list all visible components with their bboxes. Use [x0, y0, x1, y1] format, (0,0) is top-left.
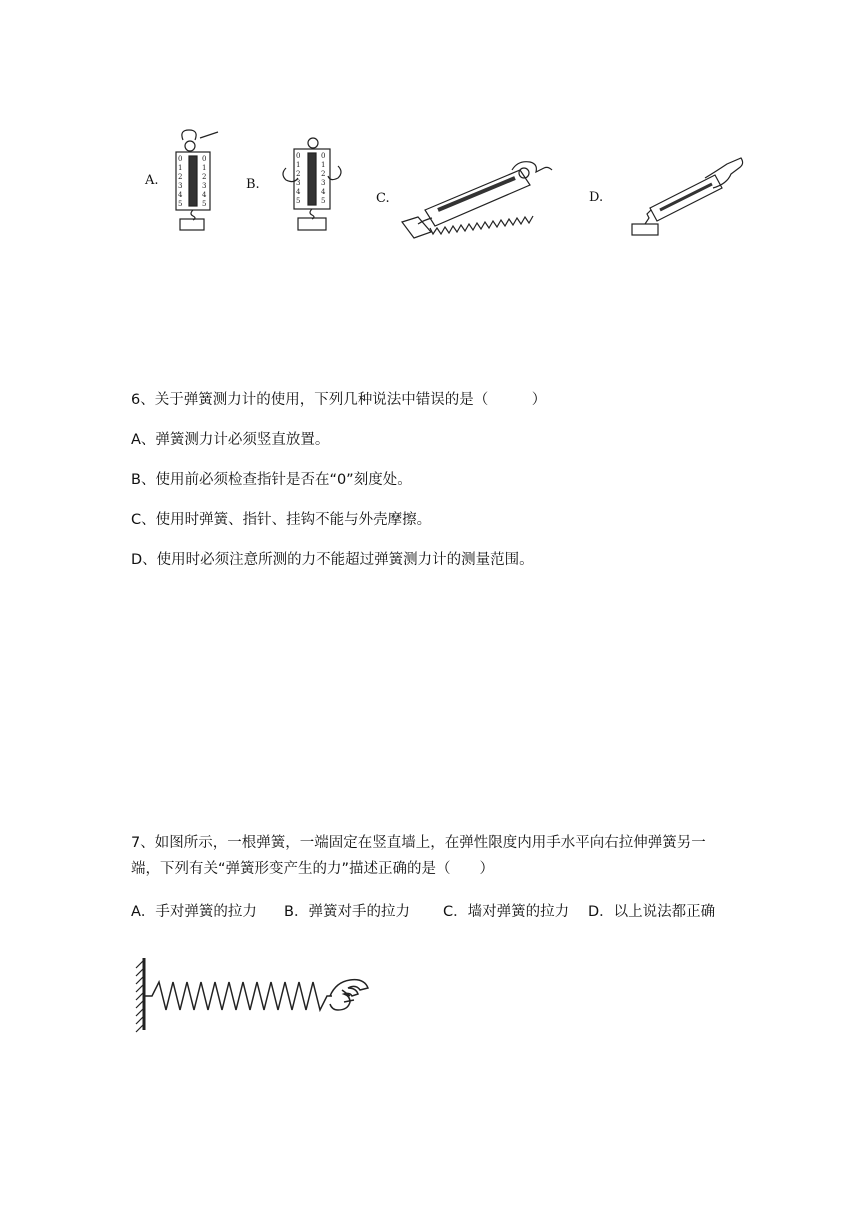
scale-a-num-r0: 0	[202, 155, 207, 163]
question-7-option-b: B．弹簧对手的拉力	[284, 904, 410, 920]
spring-scale-figures-svg	[0, 0, 860, 300]
scale-b-num-1: 1	[296, 161, 301, 169]
scale-b-num-5: 5	[296, 197, 301, 205]
scale-b-num-2: 2	[296, 170, 301, 178]
scale-c-teeth	[430, 216, 533, 234]
scale-a-num-5: 5	[178, 200, 183, 208]
question-7-options	[131, 900, 771, 920]
figure-label-c: C.	[376, 191, 390, 206]
question-7-option-d: D．以上说法都正确	[588, 904, 716, 920]
question-7-stem-line-2: 端，下列有关“弹簧形变产生的力”描述正确的是（ ）	[131, 861, 495, 877]
scale-b-ring	[308, 138, 318, 148]
question-6-stem: 6、关于弹簧测力计的使用，下列几种说法中错误的是（ ）	[131, 392, 547, 408]
scale-b-spring	[308, 153, 316, 205]
scale-b-num-r5: 5	[321, 197, 326, 205]
scale-b-num-r3: 3	[321, 179, 326, 187]
figure-label-d: D.	[589, 190, 604, 205]
scale-a-ring	[185, 141, 195, 151]
spring-scale-d	[632, 158, 743, 235]
wall-spring-figure	[130, 950, 380, 1044]
scale-a-num-r2: 2	[202, 173, 207, 181]
scale-a-num-4: 4	[178, 191, 183, 199]
scale-c-spring	[438, 178, 515, 210]
scale-b-num-r2: 2	[321, 170, 326, 178]
question-7-stem-line-1: 7、如图所示，一根弹簧，一端固定在竖直墙上，在弹性限度内用手水平向右拉伸弹簧另一	[131, 835, 706, 851]
scale-a-num-r5: 5	[202, 200, 207, 208]
question-6-option-b: B、使用前必须检查指针是否在“0”刻度处。	[131, 472, 412, 488]
hand-a-icon	[182, 130, 196, 140]
hand-icon	[330, 980, 368, 1010]
figure-label-b: B.	[246, 177, 260, 192]
scale-a-num-r4: 4	[202, 191, 207, 199]
question-6-option-a: A、弹簧测力计必须竖直放置。	[131, 432, 330, 448]
scale-b-num-r1: 1	[321, 161, 326, 169]
scale-a-num-r1: 1	[202, 164, 207, 172]
scale-d-hook	[645, 210, 651, 224]
scale-d-weight	[632, 224, 658, 235]
spring-scale-c	[402, 162, 552, 238]
spring-scale-figures	[0, 0, 860, 300]
spring-scale-b	[283, 138, 341, 230]
wall-spring-svg	[130, 950, 380, 1040]
scale-b-num-0: 0	[296, 152, 301, 160]
scale-a-num-0: 0	[178, 155, 183, 163]
question-7-option-c: C．墙对弹簧的拉力	[443, 904, 570, 920]
hand-a-finger	[200, 132, 218, 138]
scale-b-weight	[298, 218, 326, 230]
figure-label-a: A.	[145, 173, 159, 188]
scale-a-num-2: 2	[178, 173, 183, 181]
scale-a-spring	[189, 156, 197, 206]
question-7-option-a: A．手对弹簧的拉力	[131, 904, 257, 920]
spring-scale-a	[176, 130, 218, 230]
spring-coil	[144, 982, 332, 1010]
scale-a-weight	[180, 219, 204, 230]
scale-b-num-r0: 0	[321, 152, 326, 160]
scale-b-num-4: 4	[296, 188, 301, 196]
scale-a-num-1: 1	[178, 164, 183, 172]
scale-a-num-3: 3	[178, 182, 183, 190]
scale-b-num-r4: 4	[321, 188, 326, 196]
scale-b-num-3: 3	[296, 179, 301, 187]
scale-a-num-r3: 3	[202, 182, 207, 190]
question-6-option-d: D、使用时必须注意所测的力不能超过弹簧测力计的测量范围。	[131, 552, 534, 568]
question-6-option-c: C、使用时弹簧、指针、挂钩不能与外壳摩擦。	[131, 512, 432, 528]
